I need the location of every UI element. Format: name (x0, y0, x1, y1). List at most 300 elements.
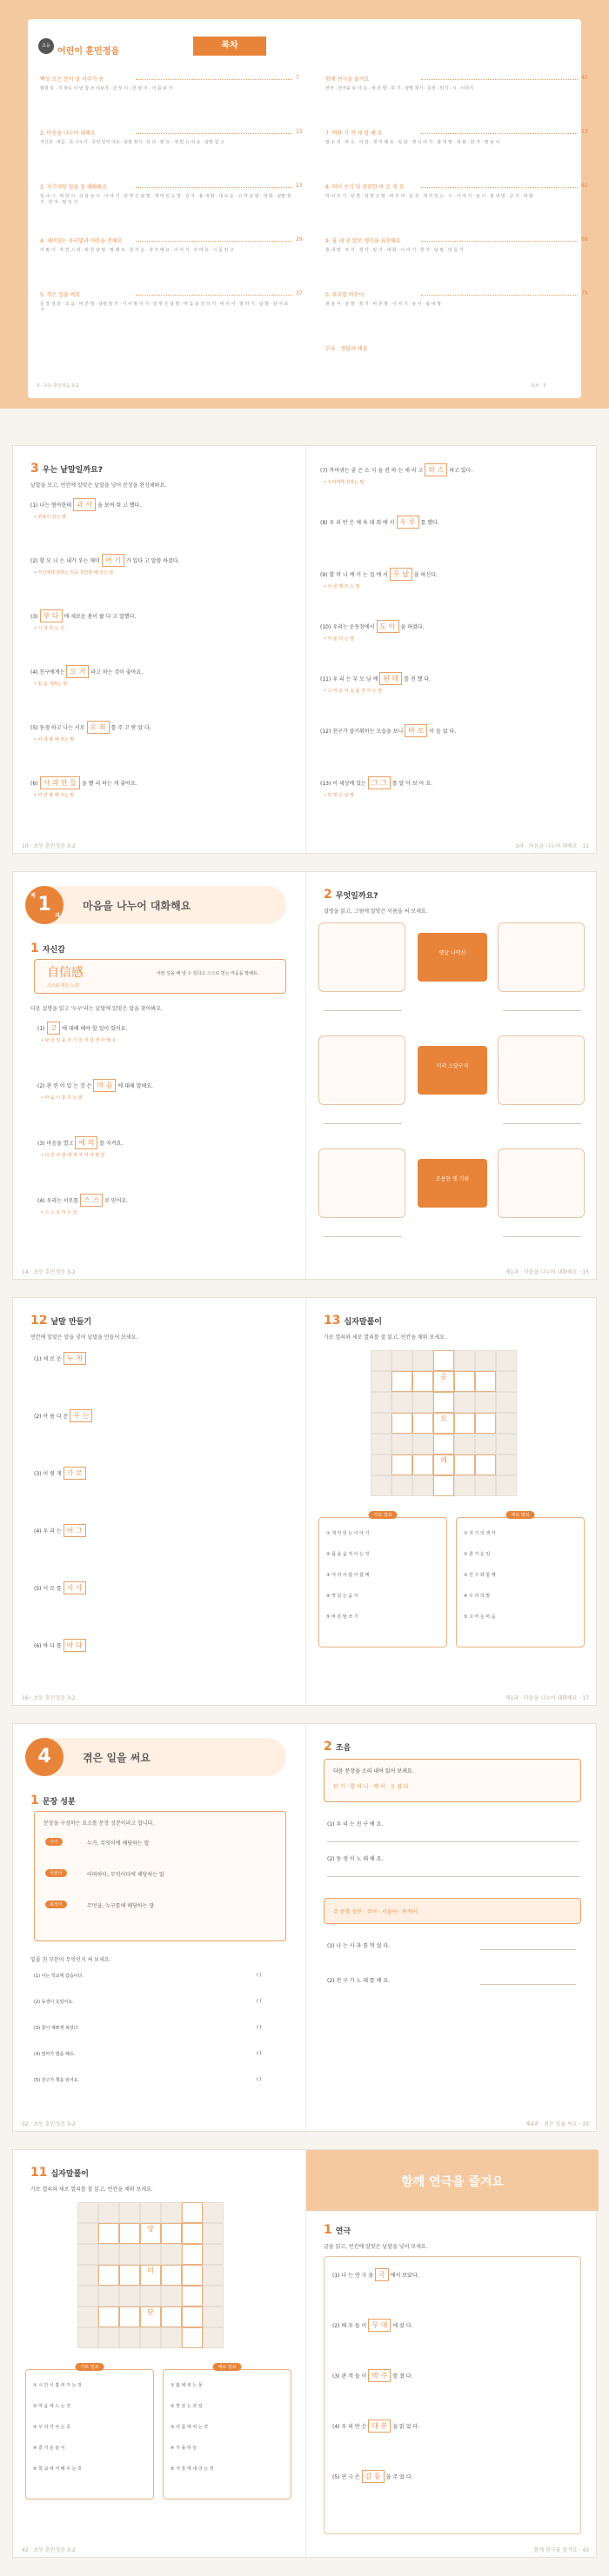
footer-right: 제1과 · 마음을 나누어 대화해요 · 17 (505, 1695, 589, 1701)
instruction: 가로 열쇠와 세로 열쇠를 잘 읽고, 빈칸을 채워 보세요. (324, 1335, 446, 1341)
footer-left: 42 · 초등 훈민정음 3-2 (22, 2547, 76, 2553)
answer-box[interactable]: 우 루 (397, 516, 419, 529)
toc-chapter-desc: 연극 · 연극을 보 아 요 · 바 른 말 · 하 기 · 낱말 찾기 · 문장 · 읽기 · 시 · 이야기 (325, 86, 474, 91)
lesson-suffix: 과 (55, 913, 60, 919)
footer-left: 3 · 초등 훈민정음 3-2 (37, 383, 79, 389)
crossword-cell (496, 1413, 517, 1434)
crossword-cell[interactable] (454, 1454, 475, 1475)
clue-item: ③ 여 러 사 람 이 함 께 (326, 1573, 370, 1578)
toc-page-number: 7 (296, 75, 299, 81)
crossword-cell (203, 2306, 224, 2327)
footer-right: 제1과 · 마음을 나누어 대화해요 · 15 (505, 1269, 589, 1275)
answer-box[interactable]: 부 다 (40, 609, 63, 622)
crossword-cell (412, 1350, 433, 1371)
toc-page-number: 23 (296, 183, 303, 189)
answer-box[interactable]: 스 스 (80, 1194, 103, 1207)
crossword-cell[interactable] (182, 2327, 203, 2348)
toc-dot-leader (421, 241, 578, 242)
toc-chapter-title[interactable]: 3. 자기자랑 말을 잘 해봐봐요 (40, 184, 108, 190)
answer-box[interactable]: 도 아 (377, 620, 399, 633)
answer-input-left[interactable] (324, 1225, 402, 1237)
toc-chapter-title[interactable]: 9. 흉 내 낸 말로 생각을 표현해요 (325, 238, 401, 244)
question-title: 낱말 만들기 (50, 1318, 92, 1327)
answer-paren[interactable]: ( ) (257, 2025, 262, 2030)
footer-right: 목차 · 5 (531, 383, 546, 389)
item-prefix: (7) 까마귀는 좋 은 소 식 을 전 하 는 새 라 고 (320, 468, 424, 474)
crossword-cell (77, 2223, 98, 2244)
fill-in-item (320, 776, 581, 789)
answer-box[interactable]: 무 대 (368, 2319, 391, 2332)
crossword-cell (161, 2286, 182, 2306)
fill-in-item (332, 2470, 593, 2483)
practice-line: (2) 친 구 가 노 래 를 해 요. (327, 1978, 391, 1984)
item-hint: • 시 작 하 는 일 (34, 626, 65, 631)
book-title: 어린이 훈민정음 (57, 47, 120, 57)
crossword-cell (496, 1392, 517, 1413)
toc-chapter-title[interactable]: 2. 마음을 나누어 대해요 (40, 130, 96, 136)
clue-item: ① 봄 에 피 는 꽃 (171, 2383, 203, 2388)
page-17 (305, 1298, 598, 1705)
item-suffix: 를 쳤 다. (392, 2373, 413, 2380)
toc-dot-leader (421, 79, 578, 80)
toc-chapter-title[interactable]: 8. 띄어 쓰기 및 관련한 바 르 게 요 (325, 184, 405, 190)
clue-item: ④ 맛 있 는 음 식 (326, 1594, 358, 1599)
spread-page-14 (12, 871, 597, 1280)
crossword-cell (77, 2265, 98, 2286)
item-prefix: (1) 나는 형아한테 (30, 503, 72, 509)
question-heading (30, 1794, 76, 1807)
page-32 (13, 1724, 305, 2131)
toc-dot-leader (421, 295, 578, 296)
toc-chapter-title[interactable]: 5. 겪은 일을 써요 (40, 292, 81, 298)
clue-item: ③ 친 구 와 함 께 (464, 1573, 496, 1578)
answer-box[interactable]: 오 거 (66, 665, 89, 678)
toc-chapter-desc: 관 용 어 · 낱 말 · 찾 기 · 바 른 말 · 이 야 기 · 놀 이 · 흉 내 말 (325, 302, 442, 307)
answer-input-right[interactable] (503, 1112, 581, 1124)
page-15 (305, 872, 598, 1279)
toc-chapter-title[interactable]: 0. 우리말 바꾸어 (325, 292, 365, 298)
item-suffix: 이 들 었 다. (429, 729, 457, 735)
item-prefix: (5) 연 극 은 (332, 2474, 360, 2480)
question-heading (324, 2223, 351, 2237)
picture-right (498, 922, 585, 992)
picture-label: 미리 소달구지 (418, 1046, 487, 1095)
answer-box[interactable]: 과 사 (73, 498, 96, 511)
answer-box[interactable]: 누 게 (64, 1352, 86, 1365)
concept-box (34, 1811, 286, 1941)
clue-item: ④ 우 리 의 말 (464, 1594, 491, 1599)
answer-box[interactable]: 무 납 (390, 568, 412, 581)
question-title: 십자말풀이 (344, 1318, 382, 1327)
crossword-cell (454, 1475, 475, 1496)
crossword-cell (412, 1434, 433, 1454)
picture-label: 조용한 옛 기와 (418, 1159, 487, 1208)
question-title: 십자말풀이 (50, 2170, 89, 2179)
question-heading (324, 1314, 382, 1328)
fill-in-item (30, 554, 291, 567)
down-title: 세로 열쇠 (213, 2363, 242, 2371)
answer-box[interactable]: 예 의 (75, 1136, 97, 1149)
crossword-cell (77, 2306, 98, 2327)
item-prefix: (1) 나 는 연 극 을 (332, 2273, 374, 2279)
crossword-cell[interactable] (392, 1454, 412, 1475)
crossword-cell[interactable] (412, 1413, 433, 1434)
component-chip: 서술어 (45, 1869, 67, 1877)
summary-box: 주 문장 성분 : 주어 · 서술어 · 목적어 (324, 1898, 581, 1924)
toc-chapter-title[interactable]: 백성 모든 분이 날 마주가 동 (40, 77, 104, 83)
item-hint: • 사 과 할 때 쓰는 말 (34, 737, 75, 742)
crossword-cell[interactable] (433, 1475, 454, 1496)
question-title: 우는 낱말일까요? (42, 466, 103, 475)
crossword-cell (77, 2327, 98, 2348)
answer-paren[interactable]: ( ) (257, 2051, 262, 2056)
sentence-item: (4) 엄마가 밥을 해요. (34, 2052, 76, 2057)
crossword-cell (371, 1454, 392, 1475)
answer-paren[interactable]: ( ) (257, 1999, 262, 2004)
crossword-cell[interactable] (161, 2223, 182, 2244)
toc-dot-leader (136, 295, 292, 296)
footer-right: 제4과 · 겪은 일을 써요 · 33 (525, 2121, 589, 2127)
crossword-cell[interactable] (392, 1413, 412, 1434)
item-prefix: (3) 마음을 열고 (37, 1141, 74, 1147)
fill-in-item (34, 1352, 295, 1365)
fill-in-item (320, 620, 581, 633)
answer-input-right[interactable] (503, 999, 581, 1011)
question-title: 무엇일까요? (335, 892, 378, 901)
toc-page (0, 0, 609, 409)
fill-in-item (34, 1467, 295, 1480)
answer-box[interactable]: 고 (47, 1022, 61, 1035)
item-hint: • 알 맞 은 낱 말 (324, 793, 355, 798)
item-suffix: 을 보여 줘 고 했다. (97, 503, 142, 509)
crossword-cell[interactable] (475, 1413, 496, 1434)
lesson-number: 1 (37, 894, 51, 915)
page-11 (305, 446, 598, 853)
crossword-cell[interactable] (392, 1371, 412, 1392)
crossword-cell (392, 1434, 412, 1454)
clue-item: ⑤ 고 마 운 마 음 (464, 1614, 496, 1620)
item-prefix: (2) 관 련 이 있 는 것 은 (37, 1083, 92, 1089)
crossword-cell (392, 1475, 412, 1496)
answer-box[interactable]: 바 다 (64, 1639, 86, 1652)
item-prefix: (8) 우 리 반 은 체 육 대 회 에 서 (320, 520, 395, 526)
item-hint: • 스 스 로 하 는 일 (41, 1210, 77, 1215)
item-prefix: (3) (30, 614, 38, 620)
item-hint: • 힘 을 내라는 말 (34, 682, 68, 687)
down-clues (163, 2365, 291, 2499)
crossword-cell[interactable] (119, 2306, 140, 2327)
item-hint: • 미 안 할 때 쓰는 말 (34, 793, 75, 798)
crossword-cell[interactable] (161, 2306, 182, 2327)
answer-box[interactable]: 가 로 (64, 1467, 86, 1480)
word-card (34, 959, 286, 994)
answer-box[interactable]: 된 데 (379, 672, 402, 685)
fill-in-item (332, 2319, 593, 2332)
answer-box[interactable]: 와 스 (425, 463, 447, 476)
crossword-cell (371, 1392, 392, 1413)
question-number: 13 (324, 1314, 341, 1328)
item-suffix: 하고 있다. (449, 468, 473, 474)
banner-title: 함께 연극을 즐겨요 (401, 2175, 504, 2189)
crossword-cell (371, 1475, 392, 1496)
hanja-word: 自信感 (47, 966, 84, 980)
footer-right: 3과 · 마음을 나누어 대해요 · 11 (515, 843, 589, 849)
fill-in-item (34, 1409, 295, 1422)
crossword-cell[interactable] (412, 1371, 433, 1392)
answer-box[interactable]: 감 동 (362, 2470, 385, 2483)
toc-page-number: 37 (296, 290, 303, 296)
page-10 (13, 446, 305, 853)
clue-item: ⑤ 겨 울 에 내 리 는 것 (171, 2466, 214, 2472)
answer-box[interactable]: 박 수 (368, 2369, 391, 2382)
item-suffix: 을 읽 었 다. (392, 2424, 420, 2430)
item-prefix: (13) 이 세상에 있는 (320, 781, 366, 787)
crossword-cell[interactable] (433, 1434, 454, 1454)
toc-chapter-desc: 문 장 성 분 · 조 음 · 바 른 말 · 낱말 알 기 · 이 어 말 하 기 · 알 맞 은 낱 말 · 마 음 을 전 하 기 · 바 꾸 어 · 말 하 기 · 낱 말 · 알 아 보 기 (40, 302, 289, 313)
crossword-cell (496, 1350, 517, 1371)
toc-page-number: 13 (296, 129, 303, 135)
toc-dot-leader (136, 133, 292, 134)
crossword-cell (203, 2223, 224, 2244)
toc-chapter-title[interactable]: 4. 재미있는 우리말과 마음을 전해요 (40, 238, 123, 244)
crossword-cell (412, 1475, 433, 1496)
item-hint: • 마 음 이 통 하 는 말 (41, 1095, 83, 1101)
crossword-cell (140, 2327, 161, 2348)
item-prefix: (10) 우리는 운동장에서 (320, 624, 375, 630)
crossword-cell[interactable] (182, 2265, 203, 2286)
crossword-cell (496, 1454, 517, 1475)
answer-box[interactable]: 마 음 (93, 1079, 116, 1092)
lesson-number: 4 (37, 1746, 51, 1767)
item-hint: • 어 른 께 쓰 는 말 (324, 584, 360, 589)
crossword-cell[interactable] (182, 2202, 203, 2223)
crossword-cell[interactable] (475, 1371, 496, 1392)
crossword-cell[interactable]: 미 (140, 2265, 161, 2286)
crossword-cell (140, 2244, 161, 2265)
answer-box[interactable]: 오 죄 (87, 721, 110, 734)
item-prefix: (5) 서 로 를 (34, 1586, 62, 1592)
concept-intro: 문장을 구성하는 요소를 문장 성분이라고 합니다. (44, 1821, 155, 1827)
picture-label: 옛날 나막신 (418, 933, 487, 982)
item-suffix: 에 섰 다. (392, 2323, 413, 2329)
toc-dot-leader (136, 187, 292, 188)
toc-tab: 목차 (193, 37, 266, 56)
crossword-cell (119, 2327, 140, 2348)
answer-input-left[interactable] (324, 1112, 402, 1124)
down-title: 세로 열쇠 (506, 1511, 535, 1519)
question-number: 1 (30, 1794, 39, 1807)
page-16 (13, 1298, 305, 1705)
crossword-cell[interactable] (182, 2286, 203, 2306)
clue-item: ② 마 음 에 드 는 것 (33, 2404, 70, 2409)
clue-item: ④ 즐 거 운 놀 이 (33, 2446, 65, 2451)
reading-answer[interactable] (327, 1865, 579, 1877)
crossword-cell[interactable]: 레 (433, 1454, 454, 1475)
answer-box[interactable]: 사 과 만 들 (40, 776, 81, 789)
answer-box[interactable]: 어 기 (102, 554, 124, 567)
crossword-cell (371, 1434, 392, 1454)
question-heading (30, 462, 103, 476)
item-hint: • 자신에게 잘하는 일을 칭찬할 때 쓰는 말 (34, 570, 114, 576)
fill-in-item (320, 568, 581, 581)
item-suffix: 를 전 했 다. (404, 676, 432, 682)
crossword-cell[interactable] (161, 2265, 182, 2286)
instruction: 글을 읽고, 빈칸에 알맞은 낱말을 넣어 보세요. (324, 2244, 428, 2250)
crossword-cell[interactable] (412, 1454, 433, 1475)
fill-in-item (30, 776, 291, 789)
question-number: 1 (324, 2223, 332, 2237)
crossword-cell[interactable] (119, 2223, 140, 2244)
spread-page-42 (12, 2149, 597, 2558)
crossword-cell[interactable] (454, 1371, 475, 1392)
answer-box[interactable]: 대 본 (368, 2420, 391, 2433)
crossword-cell[interactable] (182, 2306, 203, 2327)
crossword-cell[interactable] (433, 1350, 454, 1371)
crossword-cell[interactable] (98, 2223, 119, 2244)
item-suffix: 를 지켜요. (99, 1141, 124, 1147)
picture-right (498, 1035, 585, 1105)
question-title: 연극 (335, 2227, 351, 2236)
crossword-cell[interactable] (454, 1413, 475, 1434)
item-prefix: (5) 동생 하고 나는 서로 (30, 725, 85, 731)
footer-left: 32 · 초등 훈민정음 3-2 (22, 2121, 76, 2127)
crossword-cell[interactable]: 양 (140, 2223, 161, 2244)
crossword-cell (203, 2202, 224, 2223)
fill-in-item (34, 1639, 295, 1652)
answer-box[interactable]: 바 로 (405, 724, 427, 737)
toc-chapter-desc: 흉 내 말 · 쓰 기 · 생 각 · 알 기 · 대 화 · 이 야 기 · 한 자 · 낱 말 · 만 들 기 (325, 248, 464, 253)
crossword-cell (119, 2202, 140, 2223)
question-number: 1 (30, 942, 39, 955)
fill-in-item (332, 2369, 593, 2382)
footer-left: 10 · 초등 훈민정음 3-2 (22, 843, 76, 849)
answer-box[interactable]: 그 그 (368, 776, 391, 789)
item-prefix: (2) 할 모 니 는 내가 우는 재미 (30, 558, 100, 564)
item-suffix: 에서 보았다. (390, 2273, 419, 2279)
sentence-item: (3) 꽃이 예쁘게 피었다. (34, 2026, 80, 2031)
sentence-item: (1) 나는 학교에 갔습니다. (34, 1974, 84, 1979)
instruction: 다음 설명을 읽고 '누구'라는 낱말에 알맞은 말을 찾아봐요. (30, 1006, 163, 1012)
answer-box[interactable]: 우 는 (70, 1409, 92, 1422)
toc-page-number: 61 (581, 183, 588, 189)
crossword-cell[interactable] (182, 2244, 203, 2265)
toc-chapter-desc: 띄 어 쓰 기 · 낱 말 · 알 맞 은 말 · 바 꾸 어 · 문 장 · 재 미 있 는 · 시 · 이 야 기 · 놀 이 · 흉 내 말 · 글 자 · 대 화 (325, 194, 533, 199)
item-hint: • 어 울 리 는 말 (324, 636, 355, 642)
clue-item: ① 시 간 이 흘 러 가 는 것 (33, 2383, 82, 2388)
example-box (324, 1759, 581, 1802)
reading-line: (1) 우 리 는 친 구 예 요. (327, 1821, 384, 1827)
question-number: 2 (324, 1740, 332, 1754)
reading-answer[interactable] (327, 1830, 579, 1842)
fill-in-item (37, 1022, 298, 1035)
q2-example: 보 기 · 할 머 니 · 께 서 · 오 셨 다 (333, 1784, 409, 1790)
toc-dot-leader (421, 133, 578, 134)
toc-dot-leader (421, 187, 578, 188)
clue-item: ③ 여 름 에 먹 는 것 (171, 2425, 208, 2430)
toc-chapter-desc: 말 소 리 · 파 도 · 어 감 · 생 각 해 요 · 속 담 · 옛 이 야 기 · 흉 내 말 · 대 화 · 한 자 · 말 놀 이 (325, 140, 500, 145)
question-title: 자신감 (42, 946, 65, 955)
toc-page-number: 45 (581, 75, 588, 81)
item-suffix: 을 하신다. (413, 572, 438, 578)
down-clues (456, 1513, 585, 1647)
practice-answer[interactable] (480, 1973, 576, 1985)
item-hint: • 남 의 일 을 자 기 일 처 럼 생 각 해 요 (41, 1038, 117, 1043)
question-number: 11 (30, 2166, 48, 2180)
crossword-cell (392, 1350, 412, 1371)
item-prefix: (1) (37, 1026, 45, 1032)
toc-chapter-desc: 뜻 나 그 · 떡 만 이 · 속 담 놀 이 · 이 야 기 · 알 맞 은 낱 말 · 재 미 있 는 말 · 글 자 · 흉 내 말 · 새 로 운 · 고 마 운 말 · 대 화 · 낱말 찾기 · 한 자 · 말 잇 기 (40, 194, 291, 205)
section-banner (306, 2150, 599, 2211)
crossword-cell (161, 2244, 182, 2265)
crossword-cell (98, 2202, 119, 2223)
item-prefix: (9) 할 머 니 께 서 는 집 에 서 (320, 572, 388, 578)
crossword-cell (203, 2286, 224, 2306)
crossword-cell[interactable]: 오 (433, 1413, 454, 1434)
practice-answer[interactable] (480, 1938, 576, 1950)
toc-chapter-title[interactable]: 함께 연극을 즐겨요 (325, 77, 370, 83)
toc-page-number: 69 (581, 236, 588, 243)
crossword-cell[interactable] (182, 2223, 203, 2244)
picture-left (318, 1035, 405, 1105)
crossword-cell (98, 2244, 119, 2265)
answer-paren[interactable]: ( ) (257, 2077, 262, 2082)
answer-box[interactable]: 지 사 (64, 1581, 86, 1594)
question-title: 조음 (335, 1744, 351, 1753)
item-prefix: (4) 우리는 서로를 (37, 1198, 79, 1204)
crossword-cell[interactable] (119, 2265, 140, 2286)
fill-in-item (37, 1194, 298, 1207)
answer-input-right[interactable] (503, 1225, 581, 1237)
across-title: 가로 열쇠 (369, 1511, 398, 1519)
answer-section[interactable]: 부록 · 정답과 해설 (325, 346, 368, 352)
crossword-cell (412, 1392, 433, 1413)
item-prefix: (3) 관 객 들 이 (332, 2373, 367, 2380)
fill-in-item (30, 665, 291, 678)
toc-chapter-title[interactable]: 7. 버라 기 작 게 말 해 요 (325, 130, 383, 136)
crossword-cell (496, 1434, 517, 1454)
crossword-cell[interactable]: 단 (140, 2306, 161, 2327)
question-number: 3 (30, 462, 39, 476)
item-prefix: (11) 우 리 는 부 모 님 께 (320, 676, 378, 682)
page-33 (305, 1724, 598, 2131)
crossword-cell (98, 2286, 119, 2306)
crossword-cell[interactable] (98, 2306, 119, 2327)
crossword-cell (496, 1371, 517, 1392)
reading-box (324, 2256, 581, 2534)
question-heading (30, 1314, 91, 1328)
crossword-cell (77, 2244, 98, 2265)
crossword-cell[interactable] (475, 1454, 496, 1475)
answer-box[interactable]: 어 그 (64, 1524, 86, 1537)
item-suffix: 를 주 고 받 았 다. (110, 725, 151, 731)
crossword-cell (161, 2327, 182, 2348)
item-suffix: 에 새로운 봄이 왔 다 고 말했다. (64, 614, 137, 620)
answer-input-left[interactable] (324, 999, 402, 1011)
crossword-cell[interactable] (433, 1392, 454, 1413)
crossword-cell[interactable]: 공 (433, 1371, 454, 1392)
question-heading (324, 888, 378, 902)
picture-right (498, 1148, 585, 1218)
crossword-cell (98, 2327, 119, 2348)
answer-box[interactable]: 극 (375, 2268, 389, 2281)
crossword-cell (454, 1434, 475, 1454)
answer-paren[interactable]: ( ) (257, 1973, 262, 1978)
fill-in-item (30, 721, 291, 734)
crossword-cell[interactable] (98, 2265, 119, 2286)
toc-chapter-desc: 범위 요 · 자 파도 이 날 참 조 여보기 · 글 모 이 · 만 엄 이 · 어 름 보 기 (40, 86, 173, 91)
toc-page-number: 29 (296, 236, 303, 243)
footer-left: 16 · 초등 훈민정음 3-2 (22, 1695, 76, 1701)
